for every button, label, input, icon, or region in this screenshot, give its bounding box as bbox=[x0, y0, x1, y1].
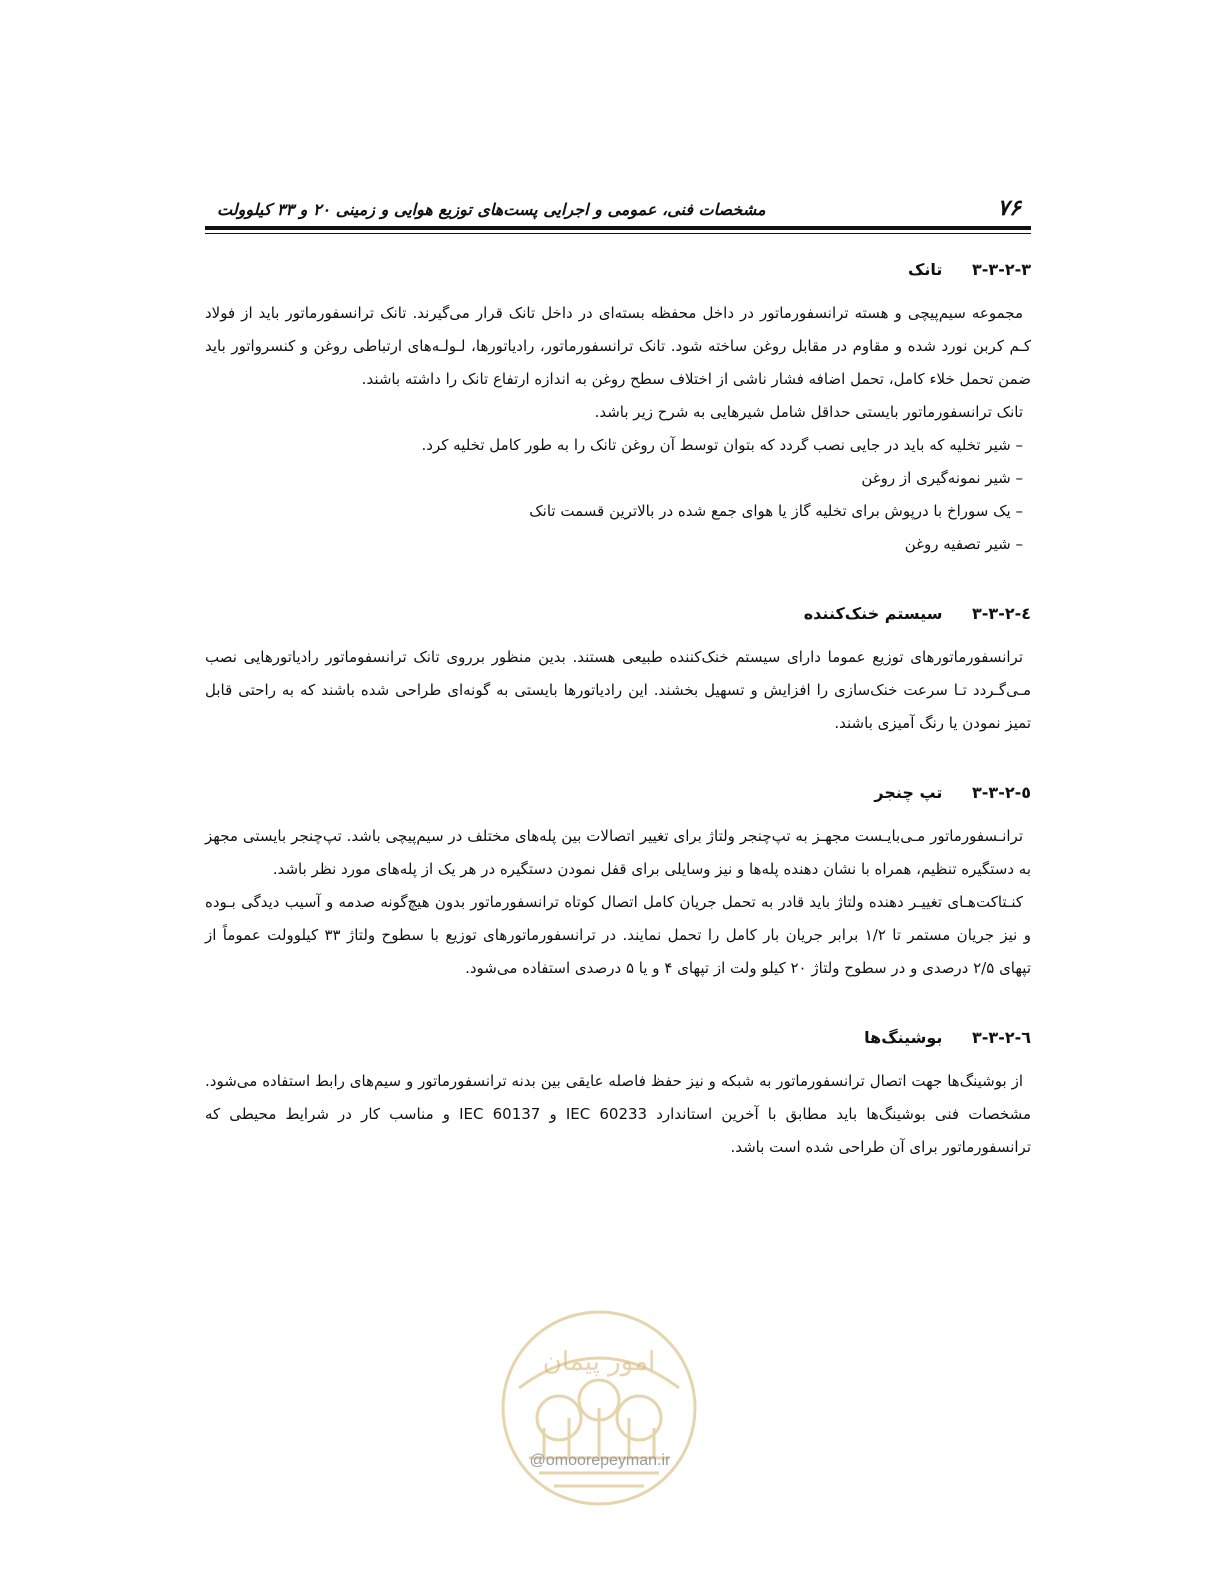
header-rule-thick bbox=[205, 226, 1031, 230]
list-item: – شیر تصفیه روغن bbox=[904, 535, 1023, 553]
paragraph: از بوشینگ‌ها جهت اتصال ترانسفورماتور به شبکه و نیز حفظ فاصله عایقی بین بدنه ترانسفورماتور و سیم‌های رابط استفاده می‌شود. مشخصات فنی بوشینگ‌ها باید مطابق با آخرین استاندارد IEC 60233 و IEC 60137 و مناسب کار در شرایط محیطی که ترانسفورماتور برای آن طراحی شده است باشد. bbox=[205, 1072, 1032, 1156]
page-number: ۷۶ bbox=[997, 196, 1021, 221]
section-cooling-system bbox=[205, 599, 1031, 740]
running-title: مشخصات فنی، عمومی و اجرایی پست‌های توزیع هوایی و زمینی ۲۰ و ۳۳ کیلوولت bbox=[217, 200, 766, 219]
list-item: – شیر تخلیه که باید در جایی نصب گردد که بتوان توسط آن روغن تانک را به طور کامل تخلیه کرد. bbox=[421, 436, 1023, 454]
section-heading bbox=[205, 778, 1031, 808]
header-rule-thin bbox=[205, 233, 1031, 234]
watermark-logo-text: امور پیمان bbox=[542, 1347, 656, 1377]
section-tank bbox=[205, 255, 1031, 561]
paragraph: ترانـسفورماتور مـی‌بایـست مجهـز به تپ‌چنجر ولتاژ برای تغییر اتصالات بین پله‌های مختلف در سیم‌پیچی باشد. تپ‌چنجر بایستی مجهز به دستگیره تنظیم، همراه با نشان دهنده پله‌ها و نیز وسایلی برای قفل نمودن دستگیره در هر یک از پله‌های مورد نظر باشد. bbox=[205, 827, 1031, 878]
section-number: ۳-۳-۲-٦ bbox=[972, 1028, 1031, 1047]
paragraph: کنـتاکت‌هـای تغییـر دهنده ولتاژ باید قادر به تحمل جریان کامل اتصال کوتاه ترانسفورماتور بدون هیچ‌گونه صدمه و آسیب دیدگی بـوده و نیز جریان مستمر تا ۱/۲ برابر جریان بار کامل را تحمل نمایند. در ترانسفورماتورهای توزیع با سطوح ولتاژ ۳۳ کیلوولت عموماً از تپهای ۲/۵ درصدی و در سطوح ولتاژ ۲۰ کیلو ولت از تپهای ۴ و یا ۵ درصدی استفاده می‌شود. bbox=[205, 893, 1031, 977]
page-header bbox=[205, 190, 1031, 228]
section-title: تانک bbox=[908, 260, 943, 279]
section-heading bbox=[205, 255, 1031, 285]
section-tap-changer bbox=[205, 778, 1031, 985]
section-number: ۳-۳-۲-٥ bbox=[972, 783, 1031, 802]
watermark-site: @omoorepeyman.ir bbox=[529, 1452, 671, 1469]
body-content bbox=[205, 255, 1031, 1164]
section-bushings bbox=[205, 1023, 1031, 1164]
section-heading bbox=[205, 599, 1031, 629]
section-title: سیستم خنک‌کننده bbox=[803, 604, 943, 623]
paragraph: ترانسفورماتورهای توزیع عموما دارای سیستم خنک‌کننده طبیعی هستند. بدین منظور برروی تانک ترانسفوماتور رادیاتورهایی نصب مـی‌گـردد تـا سرعت خنک‌سازی را افزایش و تسهیل بخشند. این رادیاتورها بایستی به گونه‌ای طراحی شده باشند که به راحتی قابل تمیز نمودن یا رنگ آمیزی باشند. bbox=[205, 648, 1031, 732]
paragraph: تانک ترانسفورماتور بایستی حداقل شامل شیرهایی به شرح زیر باشد. bbox=[594, 403, 1023, 421]
section-title: بوشینگ‌ها bbox=[864, 1028, 943, 1047]
section-heading bbox=[205, 1023, 1031, 1053]
watermark-logo bbox=[499, 1308, 699, 1508]
list-item: – یک سوراخ با درپوش برای تخلیه گاز یا هوای جمع شده در بالاترین قسمت تانک bbox=[529, 502, 1023, 520]
section-number: ۳-۳-۲-٤ bbox=[972, 604, 1031, 623]
section-title: تپ چنجر bbox=[874, 783, 943, 802]
list-item: – شیر نمونه‌گیری از روغن bbox=[861, 469, 1023, 487]
section-number: ۳-۳-۲-۳ bbox=[972, 260, 1031, 279]
paragraph: مجموعه سیم‌پیچی و هسته ترانسفورماتور در داخل محفظه بسته‌ای در داخل تانک قرار می‌گیرند. تانک ترانسفورماتور باید از فولاد کـم کربن نورد شده و مقاوم در مقابل روغن ساخته شود. تانک ترانسفورماتور، رادیاتورها، لـولـه‌های ارتباطی روغن و کنسرواتور باید ضمن تحمل خلاء کامل، تحمل اضافه فشار ناشی از اختلاف سطح روغن به اندازه ارتفاع تانک را داشته باشند. bbox=[205, 304, 1031, 388]
